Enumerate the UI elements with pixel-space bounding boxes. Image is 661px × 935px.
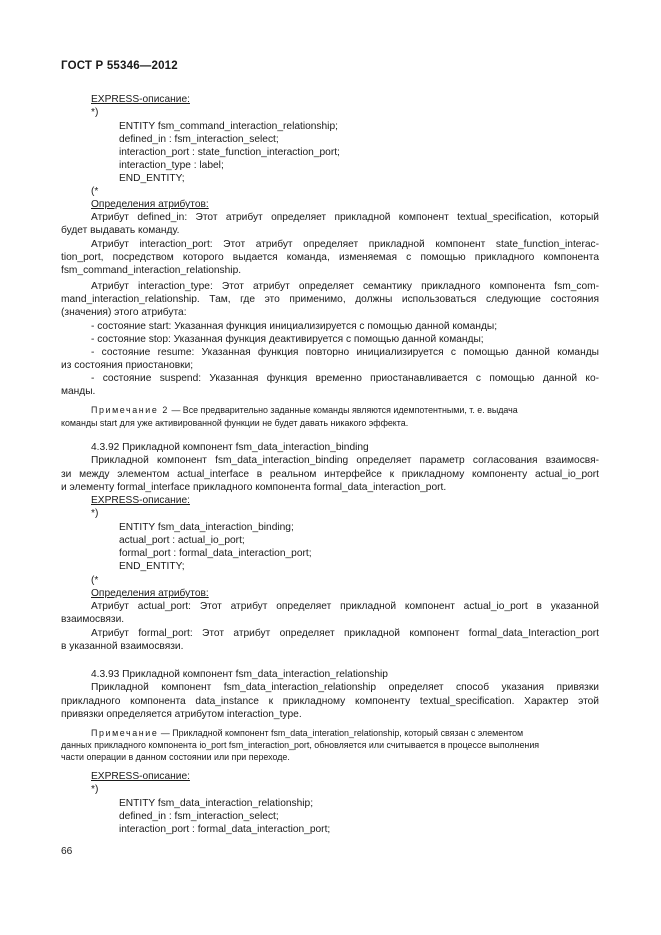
- paragraph-line: привязки определяется атрибутом interaction_type.: [61, 709, 302, 720]
- paragraph-line: Прикладной компонент fsm_data_interaction_binding определяет параметр согласования взаимосвя-: [91, 455, 599, 466]
- attributes-heading: Определения атрибутов:: [91, 588, 209, 599]
- list-item: из состояния приостановки;: [61, 360, 194, 371]
- code-line: interaction_type : label;: [119, 160, 224, 171]
- section-title: 4.3.93 Прикладной компонент fsm_data_interaction_relationship: [91, 669, 388, 680]
- paragraph-line: Атрибут defined_in: Этот атрибут определяет прикладной компонент textual_specification, который: [91, 212, 599, 223]
- code-line: interaction_port : formal_data_interaction_port;: [119, 824, 331, 835]
- paragraph-line: в указанной взаимосвязи.: [61, 641, 184, 652]
- code-line: END_ENTITY;: [119, 173, 185, 184]
- express-heading: EXPRESS-описание:: [91, 771, 190, 782]
- paragraph-line: взаимосвязи.: [61, 614, 125, 625]
- note-line: части операции в данном состоянии или при переходе.: [61, 752, 290, 762]
- page-number: 66: [61, 846, 73, 857]
- code-line: formal_port : formal_data_interaction_port;: [119, 548, 312, 559]
- list-item: - состояние suspend: Указанная функция временно приостанавливается с помощью данной ко-: [91, 373, 599, 384]
- list-item: - состояние resume: Указанная функция повторно инициализируется с помощью данной команды: [91, 347, 599, 358]
- code-line: defined_in : fsm_interaction_select;: [119, 134, 279, 145]
- comment-close: (*: [91, 575, 99, 586]
- paragraph-line: Прикладной компонент fsm_data_interaction_relationship определяет способ указания привязки: [91, 682, 599, 693]
- list-item: манды.: [61, 386, 96, 397]
- list-item: - состояние start: Указанная функция инициализируется с помощью данной команды;: [91, 321, 498, 332]
- paragraph-line: прикладного компонента data_instance к прикладному компоненту textual_specification. Характер этой: [61, 696, 599, 707]
- document-header: ГОСТ Р 55346—2012: [61, 60, 178, 72]
- note-text: Прикладной компонент fsm_data_interation_relationship, который связан с элементом: [172, 728, 524, 738]
- note-label: Примечание 2: [91, 405, 169, 415]
- note-dash: —: [171, 405, 181, 415]
- comment-open: *): [91, 107, 99, 118]
- paragraph-line: (значения) этого атрибута:: [61, 307, 187, 318]
- paragraph-line: зи между элементом actual_interface в реальном интерфейсе к прикладному компоненту actual_io_port: [61, 469, 599, 480]
- paragraph-line: Атрибут interaction_port: Этот атрибут определяет прикладной компонент state_function_interac-: [91, 239, 599, 250]
- comment-open: *): [91, 508, 99, 519]
- paragraph-line: будет выдавать команду.: [61, 225, 180, 236]
- paragraph-line: Атрибут interaction_type: Этот атрибут определяет семантику прикладного компонента fsm_com-: [91, 281, 599, 292]
- paragraph-line: и элементу formal_interface прикладного компонента formal_data_interaction_port.: [61, 482, 447, 493]
- paragraph-line: Атрибут formal_port: Этот атрибут определяет прикладной компонент formal_data_Interaction_port: [91, 628, 599, 639]
- note-line: [91, 404, 518, 417]
- section-title: 4.3.92 Прикладной компонент fsm_data_interaction_binding: [91, 442, 369, 453]
- express-heading: EXPRESS-описание:: [91, 495, 190, 506]
- list-item: - состояние stop: Указанная функция деактивируется с помощью данной команды;: [91, 334, 484, 345]
- comment-open: *): [91, 784, 99, 795]
- paragraph-line: tion_port, посредством которого выдается команда, изменяемая с помощью прикладного компонента: [61, 252, 599, 263]
- paragraph-line: Атрибут actual_port: Этот атрибут определяет прикладной компонент actual_io_port в указанной: [91, 601, 599, 612]
- code-line: interaction_port : state_function_interaction_port;: [119, 147, 340, 158]
- code-line: ENTITY fsm_data_interaction_relationship;: [119, 798, 314, 809]
- note-line: данных прикладного компонента io_port fsm_interaction_port, обновляется или считывается в процессе выполнения: [61, 740, 540, 750]
- paragraph-line: mand_interaction_relationship. Там, где это применимо, должны использоваться следующие состояния: [61, 294, 599, 305]
- code-line: actual_port : actual_io_port;: [119, 535, 245, 546]
- code-line: defined_in : fsm_interaction_select;: [119, 811, 279, 822]
- comment-close: (*: [91, 186, 99, 197]
- code-line: ENTITY fsm_data_interaction_binding;: [119, 522, 294, 533]
- code-line: ENTITY fsm_command_interaction_relationship;: [119, 121, 338, 132]
- express-heading: EXPRESS-описание:: [91, 94, 190, 105]
- note-line: команды start для уже активированной функции не будет давать никакого эффекта.: [61, 418, 409, 428]
- attributes-heading: Определения атрибутов:: [91, 199, 209, 210]
- paragraph-line: fsm_command_interaction_relationship.: [61, 265, 242, 276]
- note-label: Примечание: [91, 728, 159, 738]
- note-dash: —: [160, 728, 170, 738]
- note-text: Все предварительно заданные команды являются идемпотентными, т. е. выдача: [182, 405, 518, 415]
- code-line: END_ENTITY;: [119, 561, 185, 572]
